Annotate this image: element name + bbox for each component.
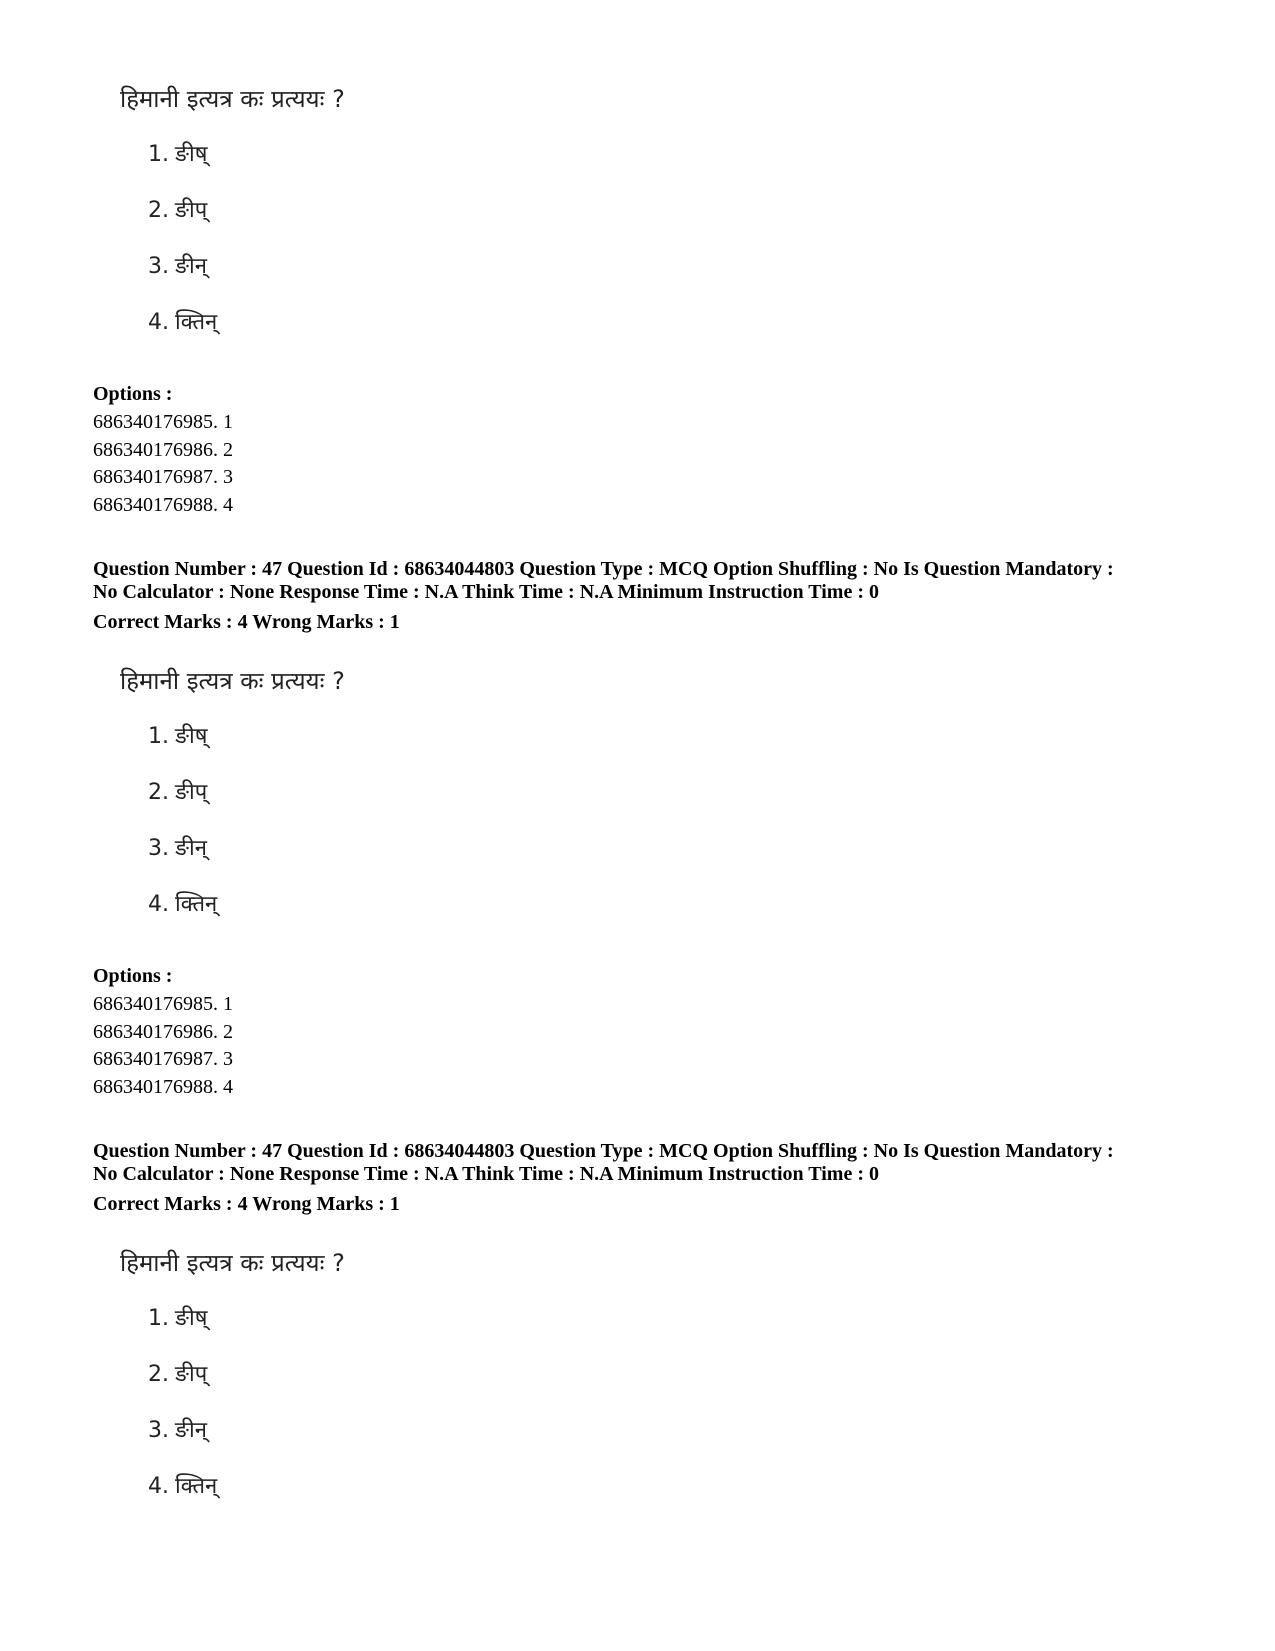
- choice-3: [148, 834, 207, 864]
- option-row: 686340176986. 2: [93, 1021, 233, 1043]
- question-text: हिमानी इत्यत्र कः प्रत्ययः ?: [120, 85, 345, 113]
- choice-2: [148, 1360, 207, 1390]
- question-image: [0, 666, 1275, 956]
- choice-number: 3.: [148, 836, 169, 861]
- question-header-line1: Question Number : 47 Question Id : 68634044803 Question Type : MCQ Option Shuffling : No Is Question Mandatory :: [93, 558, 1114, 580]
- choice-4: [148, 308, 217, 338]
- choice-text: क्तिन्: [175, 1474, 218, 1499]
- question-text: हिमानी इत्यत्र कः प्रत्ययः ?: [120, 667, 345, 695]
- choice-text: क्तिन्: [175, 892, 218, 917]
- option-row: 686340176985. 1: [93, 993, 233, 1015]
- choice-number: 4.: [148, 892, 169, 917]
- choice-3: [148, 252, 207, 282]
- question-block-2: [0, 1248, 1275, 1538]
- question-header-line1: Question Number : 47 Question Id : 68634044803 Question Type : MCQ Option Shuffling : No Is Question Mandatory :: [93, 1140, 1114, 1162]
- choice-number: 3.: [148, 1418, 169, 1443]
- choice-text: ङीष्: [175, 724, 208, 749]
- marks-line: Correct Marks : 4 Wrong Marks : 1: [93, 1193, 400, 1215]
- option-row: 686340176987. 3: [93, 466, 233, 488]
- option-row: 686340176988. 4: [93, 494, 233, 516]
- choice-1: [148, 1304, 207, 1334]
- choice-text: ङीन्: [175, 254, 207, 279]
- choice-1: [148, 722, 207, 752]
- choice-3: [148, 1416, 207, 1446]
- question-block-0: [0, 84, 1275, 516]
- choice-number: 1.: [148, 142, 169, 167]
- choice-number: 4.: [148, 1474, 169, 1499]
- question-image: [0, 84, 1275, 374]
- option-row: 686340176986. 2: [93, 439, 233, 461]
- choice-4: [148, 890, 217, 920]
- choice-text: ङीन्: [175, 1418, 207, 1443]
- choice-number: 1.: [148, 1306, 169, 1331]
- option-row: 686340176985. 1: [93, 411, 233, 433]
- choice-number: 4.: [148, 310, 169, 335]
- choice-text: ङीन्: [175, 836, 207, 861]
- choice-number: 3.: [148, 254, 169, 279]
- choice-text: क्तिन्: [175, 310, 218, 335]
- choice-text: ङीष्: [175, 142, 208, 167]
- choice-1: [148, 140, 207, 170]
- marks-line: Correct Marks : 4 Wrong Marks : 1: [93, 611, 400, 633]
- choice-number: 2.: [148, 780, 169, 805]
- question-header-line2: No Calculator : None Response Time : N.A Think Time : N.A Minimum Instruction Time : 0: [93, 581, 879, 603]
- question-block-1: [0, 666, 1275, 1098]
- choice-text: ङीष्: [175, 1306, 208, 1331]
- choice-number: 2.: [148, 198, 169, 223]
- choice-number: 2.: [148, 1362, 169, 1387]
- choice-text: ङीप्: [175, 1362, 208, 1387]
- choice-text: ङीप्: [175, 198, 208, 223]
- option-row: 686340176987. 3: [93, 1048, 233, 1070]
- option-row: 686340176988. 4: [93, 1076, 233, 1098]
- options-label: Options :: [93, 965, 173, 987]
- question-image: [0, 1248, 1275, 1538]
- choice-4: [148, 1472, 217, 1502]
- options-label: Options :: [93, 383, 173, 405]
- question-header-line2: No Calculator : None Response Time : N.A Think Time : N.A Minimum Instruction Time : 0: [93, 1163, 879, 1185]
- choice-2: [148, 778, 207, 808]
- question-text: हिमानी इत्यत्र कः प्रत्ययः ?: [120, 1249, 345, 1277]
- choice-text: ङीप्: [175, 780, 208, 805]
- choice-number: 1.: [148, 724, 169, 749]
- choice-2: [148, 196, 207, 226]
